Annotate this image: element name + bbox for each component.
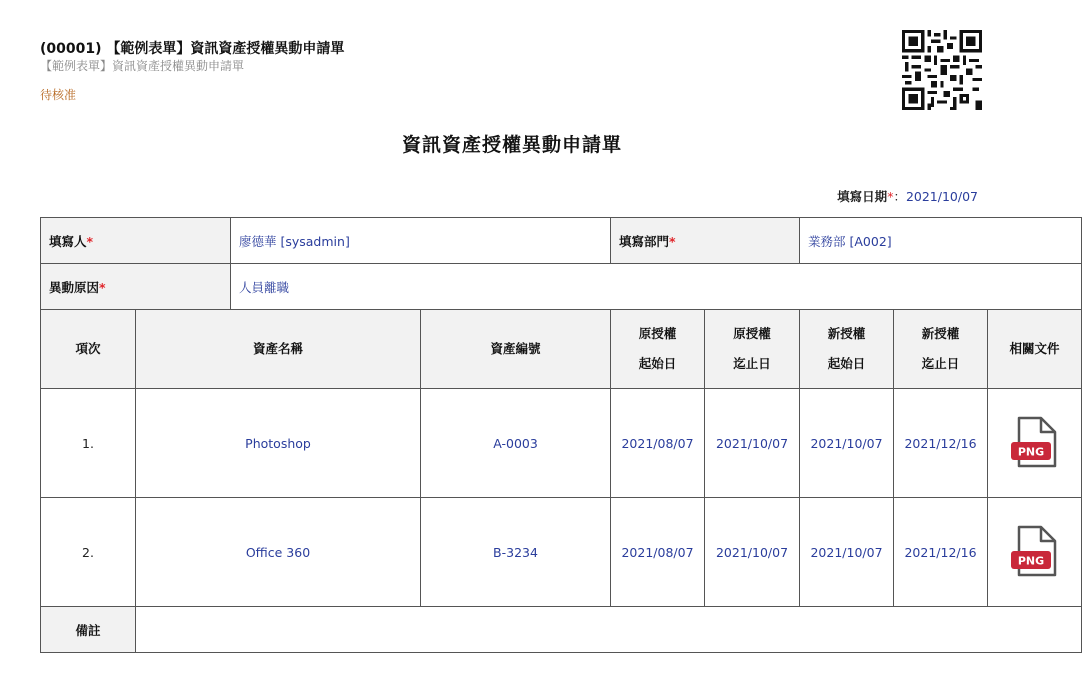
header-docs: 相關文件 [988,310,1082,389]
status-text: 待核准 [40,88,77,102]
note-row [41,607,1082,653]
table-row [41,389,1082,498]
header-new-start-line1: 新授權 [827,326,866,341]
form-header-title: (00001) 【範例表單】資訊資產授權異動申請單 [40,41,345,57]
png-badge-label: PNG [1017,445,1044,459]
fill-date-value: 2021/10/07 [905,189,978,204]
table-header-row [41,310,1082,389]
filler-value: 廖德華 [sysadmin] [231,218,611,264]
filler-label-cell [41,218,231,264]
table-row [41,498,1082,607]
row-doc [988,498,1082,607]
reason-label-cell [41,264,231,310]
row-new-start: 2021/10/07 [800,389,894,498]
header-orig-end-line1: 原授權 [733,326,771,341]
row-orig-start: 2021/08/07 [611,498,705,607]
header-item: 項次 [41,310,136,389]
reason-value: 人員離職 [231,264,1082,310]
dept-label-cell [611,218,800,264]
header-new-start [800,310,894,389]
header-asset-name: 資產名稱 [136,310,421,389]
header-new-end [894,310,988,389]
header-orig-end [705,310,800,389]
png-file-icon[interactable] [1009,523,1061,581]
note-value [136,607,1082,653]
document-title: 資訊資產授權異動申請單 [401,134,622,156]
note-label: 備註 [41,607,136,653]
header-orig-start-line1: 原授權 [638,326,677,341]
header-orig-start-line2: 起始日 [638,356,677,371]
row-asset-name: Photoshop [136,389,421,498]
form-header-subtitle: 【範例表單】資訊資產授權異動申請單 [40,59,245,73]
required-mark: * [669,233,676,249]
reason-row [41,264,1082,310]
png-file-icon[interactable] [1009,414,1061,472]
row-doc [988,389,1082,498]
row-orig-end: 2021/10/07 [705,389,800,498]
row-asset-no: B-3234 [421,498,611,607]
application-form-table [40,217,1082,653]
row-asset-name: Office 360 [136,498,421,607]
dept-value: 業務部 [A002] [800,218,1082,264]
row-index: 1. [41,389,136,498]
row-index: 2. [41,498,136,607]
colon: ： [893,189,906,204]
header-new-end-line1: 新授權 [921,326,960,341]
fill-date [837,187,978,205]
filler-label: 填寫人 [49,233,87,249]
fill-date-label: 填寫日期 [837,189,888,204]
row-new-start: 2021/10/07 [800,498,894,607]
reason-label: 異動原因 [49,279,100,295]
row-orig-end: 2021/10/07 [705,498,800,607]
filler-row [41,218,1082,264]
required-mark: * [86,233,94,249]
row-orig-start: 2021/08/07 [611,389,705,498]
header-orig-end-line2: 迄止日 [733,356,771,371]
header-new-start-line2: 起始日 [827,356,866,371]
row-asset-no: A-0003 [421,389,611,498]
header-asset-no: 資產編號 [421,310,611,389]
required-mark: * [887,189,894,204]
png-badge-label: PNG [1017,554,1044,568]
qr-code-icon [902,30,982,110]
dept-label: 填寫部門 [619,233,670,249]
row-new-end: 2021/12/16 [894,498,988,607]
required-mark: * [99,279,106,295]
row-new-end: 2021/12/16 [894,389,988,498]
header-orig-start [611,310,705,389]
header-new-end-line2: 迄止日 [921,356,960,371]
